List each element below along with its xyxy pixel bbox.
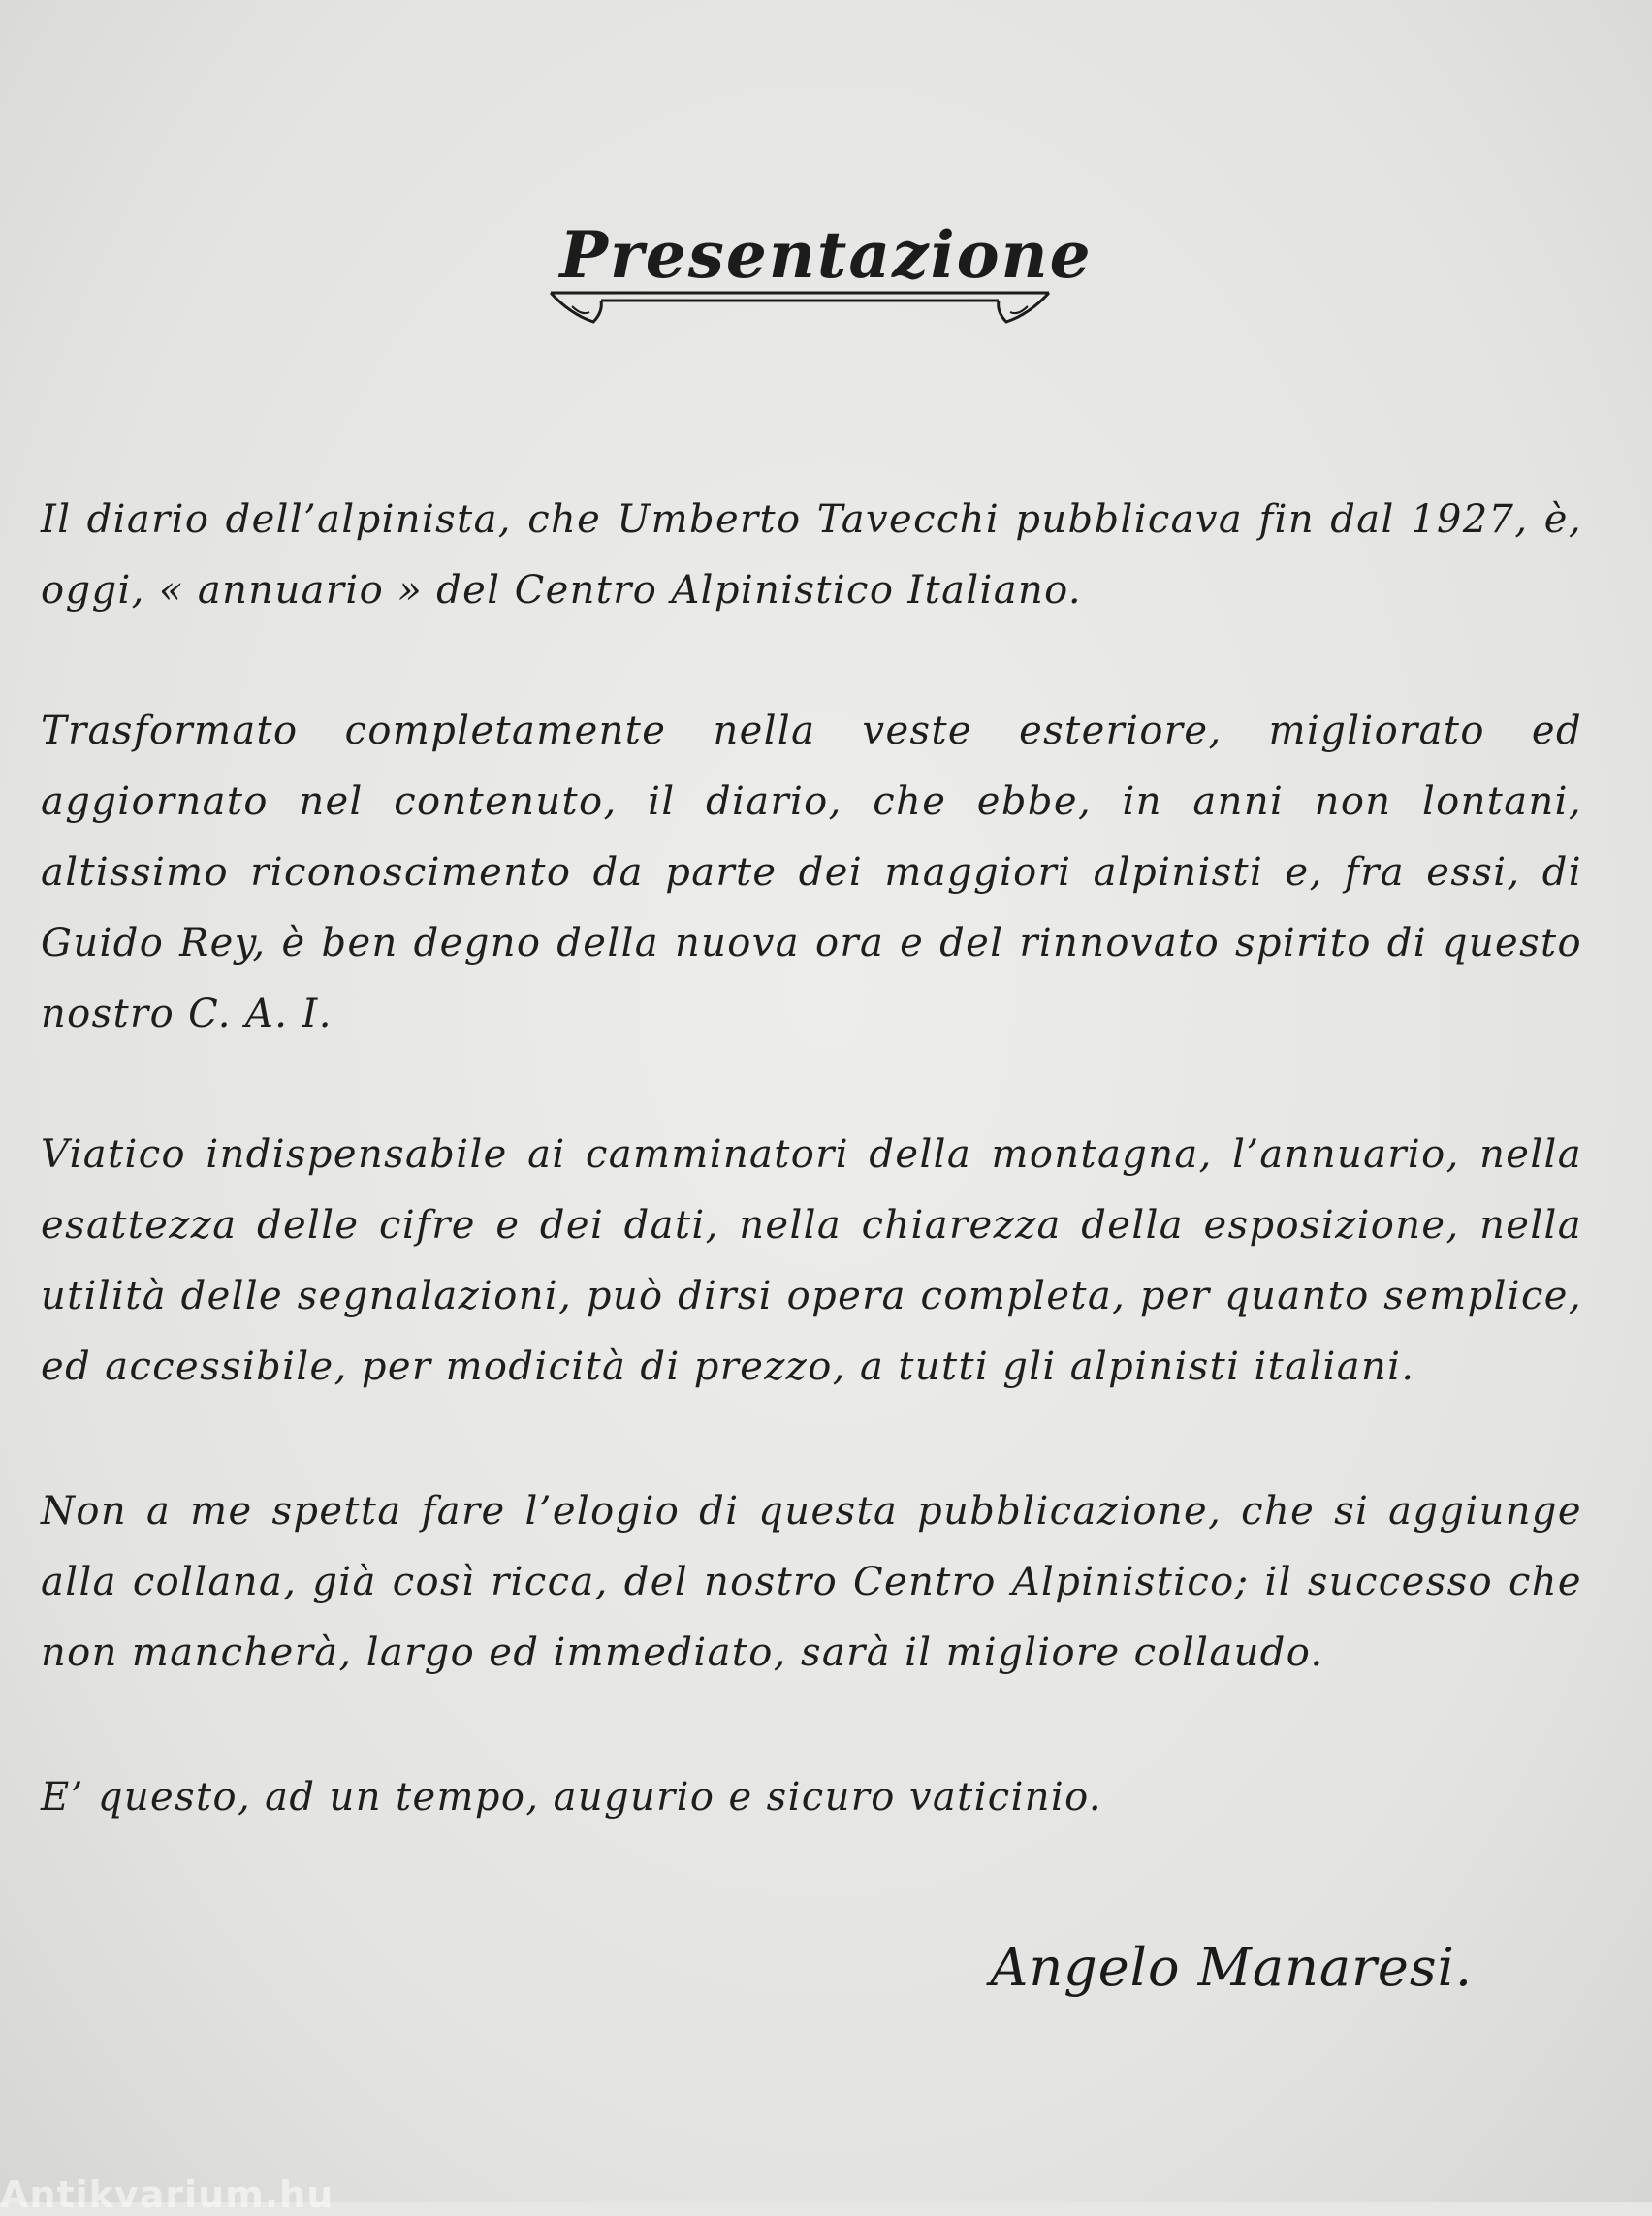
paragraph-4: Non a me spetta fare l’elogio di questa pubblicazione, che si aggiunge alla collana, già così ricca, del nostro Centro Alpinistico; il successo che non mancherà, largo ed immediato, sarà il migliore collaudo. bbox=[41, 1489, 1582, 1675]
title-ornament bbox=[543, 283, 1057, 332]
paragraph-1: Il diario dell’alpinista, che Umberto Tavecchi pubblicava fin dal 1927, è, oggi, « annuario » del Centro Alpinistico Italiano. bbox=[41, 497, 1582, 613]
paragraph-5: E’ questo, ad un tempo, augurio e sicuro vaticinio. bbox=[41, 1775, 1103, 1820]
signature: Angelo Manaresi. bbox=[990, 1937, 1473, 1998]
paragraph-3: Viatico indispensabile ai camminatori della montagna, l’annuario, nella esattezza delle cifre e dei dati, nella chiarezza della esposizione, nella utilità delle segnalazioni, può dirsi opera completa, per quanto semplice, ed accessibile, per modicità di prezzo, a tutti gli alpinisti italiani. bbox=[41, 1132, 1582, 1389]
page-title: Presentazione bbox=[559, 217, 1093, 294]
watermark: Antikvarium.hu bbox=[0, 2173, 334, 2216]
paragraph-2: Trasformato completamente nella veste esteriore, migliorato ed aggiornato nel contenuto, il diario, che ebbe, in anni non lontani, altissimo riconoscimento da parte dei maggiori alpinisti e, fra essi, di Guido Rey, è ben degno della nuova ora e del rinnovato spirito di questo nostro C. A. I. bbox=[41, 709, 1582, 1036]
